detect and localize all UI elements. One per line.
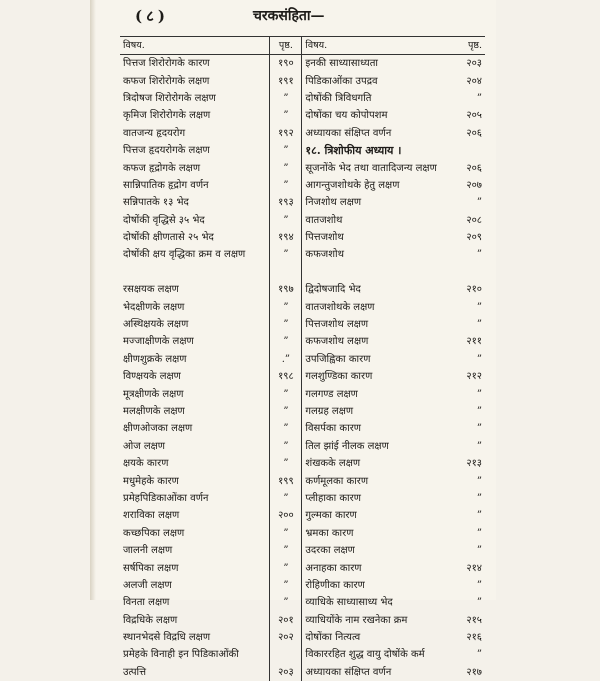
subject-right: अध्यायका संक्षिप्त वर्णन — [305, 127, 392, 139]
page-right: ” — [476, 597, 482, 609]
page-right: २१० — [466, 284, 482, 296]
subject-right: अनाहका कारण — [305, 562, 362, 574]
subject-right: निजशोथ लक्षण — [305, 197, 362, 209]
subject-right: पिडिकाओंका उपद्रव — [305, 75, 378, 87]
subject-right: गलग्रह लक्षण — [305, 406, 354, 417]
subject-right: व्याधिके साध्यासाध्य भेद — [305, 597, 393, 609]
page-right: ” — [476, 388, 482, 400]
page-left: ” — [270, 159, 302, 176]
page-right: २१३ — [466, 458, 482, 470]
subject-left: पित्तज शिरोरोगके कारण — [123, 58, 210, 70]
page-left: ” — [270, 385, 302, 402]
table-row — [120, 90, 485, 107]
page-right: ” — [476, 197, 482, 209]
subject-left: पित्तज हृदयरोगके लक्षण — [123, 145, 210, 157]
table-row — [120, 577, 485, 594]
page-right: ” — [476, 545, 482, 557]
page-left: ” — [270, 455, 302, 472]
subject-left: प्रमेहपिडिकाओंका वर्णन — [123, 492, 209, 504]
subject-left: विनता लक्षण — [123, 597, 170, 609]
subject-left: मूत्रक्षीणके लक्षण — [123, 388, 184, 400]
page-right: ” — [476, 92, 482, 104]
subject-right: वातजशोथ — [305, 214, 343, 226]
page-right: २१४ — [466, 562, 482, 574]
page-right: २१७ — [466, 666, 482, 678]
subject-right: १८. त्रिशोफीय अध्याय । — [305, 144, 402, 158]
subject-right: उदरका लक्षण — [305, 545, 355, 557]
table-row — [120, 194, 485, 211]
page-right: २०४ — [466, 75, 482, 87]
page-right: ” — [476, 353, 482, 365]
table-row — [120, 629, 485, 646]
page-left: २०१ — [270, 612, 302, 629]
table-row — [120, 368, 485, 385]
page-header-right: पृष्ठ. — [454, 37, 485, 55]
page-left: १९४ — [270, 229, 302, 246]
page-left: ” — [270, 594, 302, 611]
page-left: ” — [270, 490, 302, 507]
page-right — [454, 142, 485, 159]
subject-left: क्षीणओजका लक्षण — [123, 423, 193, 435]
subject-right: सूजनोंके भेद तथा वातादिजन्य लक्षण — [305, 162, 437, 174]
table-row — [120, 281, 485, 298]
page-right: ” — [476, 406, 482, 417]
page-left: १९९ — [270, 472, 302, 489]
subject-right: कफजशोथ लक्षण — [305, 336, 369, 348]
table-row — [120, 385, 485, 402]
subject-right: पित्तजशोथ — [305, 232, 344, 244]
subject-right: विकाररहित शुद्ध वायु दोषोंके कर्म — [305, 649, 425, 661]
subject-right: शंखकके लक्षण — [305, 458, 361, 470]
table-row — [120, 159, 485, 176]
subject-left: विद्रधिके लक्षण — [123, 614, 178, 626]
table-row — [120, 646, 485, 663]
table-row — [120, 298, 485, 315]
table-row — [120, 507, 485, 524]
table-row — [120, 212, 485, 229]
subject-left: स्थानभेदसे विद्रधि लक्षण — [123, 632, 211, 644]
table-row — [120, 438, 485, 455]
subject-left: मधुमेहके कारण — [123, 475, 179, 487]
table-row — [120, 177, 485, 194]
page-right: ” — [476, 440, 482, 452]
page-left: ” — [270, 107, 302, 124]
table-row — [120, 612, 485, 629]
page-left: ” — [270, 438, 302, 455]
page-left: १९२ — [270, 125, 302, 142]
subject-left: भेदक्षीणके लक्षण — [123, 301, 185, 313]
page-left: ” — [270, 246, 302, 263]
subject-header-right: विषय. — [302, 37, 454, 55]
subject-left: विण्क्षयके लक्षण — [123, 371, 181, 383]
page-right: २११ — [466, 336, 482, 348]
table-row — [120, 316, 485, 333]
subject-left: कच्छपिका लक्षण — [123, 527, 185, 539]
subject-left: अस्थिक्षयके लक्षण — [123, 319, 189, 331]
subject-left: क्षीणशुक्रके लक्षण — [123, 353, 187, 365]
page-left: ” — [270, 420, 302, 437]
page-right: २०८ — [466, 214, 482, 226]
table-row — [120, 542, 485, 559]
subject-left: दोषोंकी वृद्धिसे ३५ भेद — [123, 214, 205, 226]
subject-left: त्रिदोषज शिरोरोगके लक्षण — [123, 92, 216, 104]
page-left: ” — [270, 142, 302, 159]
subject-right: कर्णमूलका कारण — [305, 475, 369, 487]
page-header — [125, 6, 485, 28]
table-row — [120, 403, 485, 420]
page-left: १९७ — [270, 281, 302, 298]
page-header-left: पृष्ठ. — [270, 37, 302, 55]
subject-left: दोषोंकी क्षीणतासे २५ भेद — [123, 232, 214, 244]
subject-right: विसर्पका कारण — [305, 423, 362, 435]
subject-right: इनकी साध्यासाध्यता — [305, 58, 378, 70]
subject-right — [302, 264, 454, 281]
subject-right: दोषोंका नित्यत्व — [305, 632, 361, 644]
table-row — [120, 72, 485, 89]
page-right: ” — [476, 649, 482, 661]
table-row — [120, 246, 485, 263]
subject-left: क्षयके कारण — [123, 458, 169, 470]
table-row — [120, 55, 485, 73]
table-row — [120, 420, 485, 437]
subject-left: शराविका लक्षण — [123, 510, 180, 522]
page-right — [454, 264, 485, 281]
page-left: ” — [270, 403, 302, 420]
subject-right: अध्यायका संक्षिप्त वर्णन — [305, 666, 392, 678]
page-right: २१६ — [466, 632, 482, 644]
subject-left: सर्षपिका लक्षण — [123, 562, 179, 574]
subject-left: दोषोंकी क्षय वृद्धिका क्रम व लक्षण — [123, 249, 246, 261]
page-left: २०३ — [270, 664, 302, 681]
page-left: २०२ — [270, 629, 302, 646]
subject-left: कफज हृद्रोगके लक्षण — [123, 162, 201, 174]
subject-left: सान्निपातिक हृद्रोग वर्णन — [123, 179, 209, 191]
page-left: ” — [270, 298, 302, 315]
subject-left: मलक्षीणके लक्षण — [123, 406, 185, 417]
subject-right: दोषोंका चय कोपोपशम — [305, 110, 388, 122]
page-left: ” — [270, 525, 302, 542]
subject-left: ओज लक्षण — [123, 440, 166, 452]
subject-right: आगन्तुजशोथके हेतु लक्षण — [305, 179, 400, 191]
page-left: ” — [270, 90, 302, 107]
subject-right: तिल झांई नीलक लक्षण — [305, 440, 389, 452]
subject-right: गलशुण्डिका कारण — [305, 371, 373, 383]
subject-left: वातजन्य हृदयरोग — [123, 127, 186, 139]
page-right: ” — [476, 527, 482, 539]
subject-right: उपजिह्विका कारण — [305, 353, 371, 365]
page-right: २०९ — [466, 232, 482, 244]
table-row — [120, 472, 485, 489]
page-left — [270, 264, 302, 281]
subject-header-left: विषय. — [120, 37, 270, 55]
table-row — [120, 333, 485, 350]
table-row — [120, 229, 485, 246]
page-left: ” — [270, 577, 302, 594]
page-left: ” — [270, 177, 302, 194]
subject-left: प्रमेहके विनाही इन पिडिकाओंकी — [123, 649, 239, 661]
subject-right: द्विदोषजादि भेद — [305, 284, 361, 296]
subject-right: रोहिणीका कारण — [305, 579, 365, 591]
subject-right: कफजशोथ — [305, 249, 344, 261]
subject-right: पित्तजशोथ लक्षण — [305, 319, 369, 331]
page-right: २०६ — [466, 162, 482, 174]
subject-right: दोषोंकी त्रिविधगति — [305, 92, 372, 104]
table-header-row — [120, 37, 485, 55]
page-left: १९३ — [270, 194, 302, 211]
page-left: १९१ — [270, 72, 302, 89]
table-row — [120, 125, 485, 142]
page-right: २०५ — [466, 110, 482, 122]
page-right: ” — [476, 249, 482, 261]
page-left: २०० — [270, 507, 302, 524]
table-row — [120, 559, 485, 576]
page-right: २०६ — [466, 127, 482, 139]
subject-right: व्याधियोंके नाम रखनेका क्रम — [305, 614, 408, 626]
subject-right: भ्रमका कारण — [305, 527, 354, 539]
page-left: ” — [270, 559, 302, 576]
subject-left: मज्जाक्षीणके लक्षण — [123, 336, 194, 348]
table-row — [120, 594, 485, 611]
page-right: २१२ — [466, 371, 482, 383]
table-row — [120, 142, 485, 159]
subject-right: वातजशोथके लक्षण — [305, 301, 375, 313]
subject-right: प्लीहाका कारण — [305, 492, 361, 504]
subject-left: अलजी लक्षण — [123, 579, 172, 591]
page-right: ” — [476, 492, 482, 504]
page-right: ” — [476, 579, 482, 591]
page-right: ” — [476, 319, 482, 331]
page-right: ” — [476, 510, 482, 522]
subject-left: सन्निपातके १३ भेद — [123, 197, 189, 209]
page-right: ” — [476, 301, 482, 313]
table-row — [120, 351, 485, 368]
page-number: (८) — [135, 7, 169, 25]
page-left: .” — [270, 351, 302, 368]
table-row — [120, 455, 485, 472]
page-right: २१५ — [466, 614, 482, 626]
subject-left: कफज शिरोरोगके लक्षण — [123, 75, 210, 87]
table-row — [120, 525, 485, 542]
page-right: ” — [476, 423, 482, 435]
subject-left: जालनी लक्षण — [123, 545, 173, 557]
page-left: ” — [270, 333, 302, 350]
table-row — [120, 664, 485, 681]
page-left: ” — [270, 316, 302, 333]
subject-right: गलगण्ड लक्षण — [305, 388, 358, 400]
subject-left: कृमिज शिरोरोगके लक्षण — [123, 110, 211, 122]
page-right: २०७ — [466, 179, 482, 191]
table-row — [120, 490, 485, 507]
page-right: २०३ — [466, 58, 482, 70]
page-left: १९८ — [270, 368, 302, 385]
subject-left: रसक्षयक लक्षण — [123, 284, 179, 296]
subject-left — [120, 264, 270, 281]
page-left: १९० — [270, 55, 302, 73]
subject-right: गुल्मका कारण — [305, 510, 357, 522]
page-left — [270, 646, 302, 663]
table-row — [120, 107, 485, 124]
subject-left: उत्पत्ति — [123, 666, 147, 678]
table-row — [120, 264, 485, 281]
page-right: ” — [476, 475, 482, 487]
page-left: ” — [270, 542, 302, 559]
page-title: चरकसंहिता— — [253, 8, 325, 24]
page-left: ” — [270, 212, 302, 229]
index-table — [120, 36, 485, 681]
